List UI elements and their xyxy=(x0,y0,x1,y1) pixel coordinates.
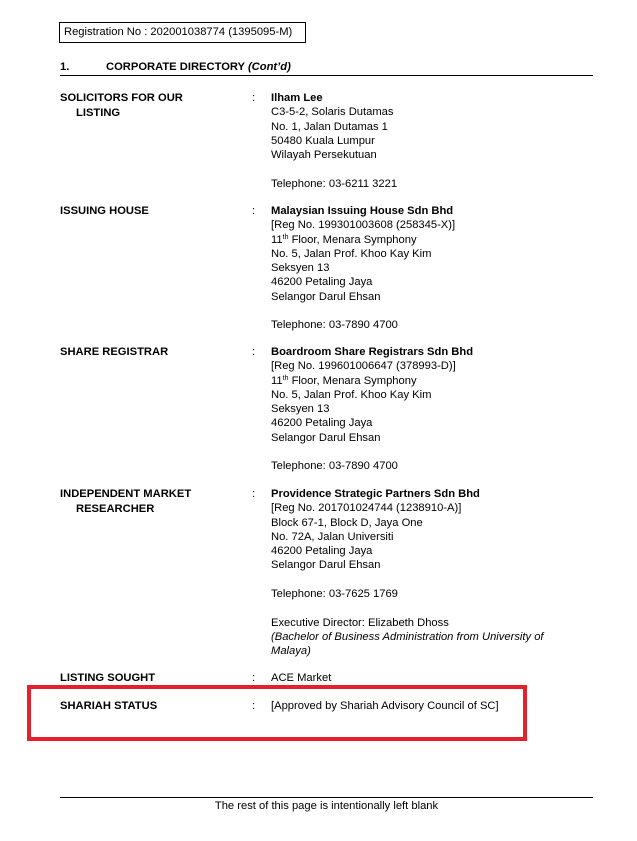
address-line: No. 72A, Jalan Universiti xyxy=(271,530,394,543)
listing-sought-value: ACE Market xyxy=(271,672,332,684)
imr-label-line1: INDEPENDENT MARKET xyxy=(60,488,192,500)
address-line: No. 1, Jalan Dutamas 1 xyxy=(271,120,388,133)
shariah-status-label: SHARIAH STATUS xyxy=(60,700,158,712)
imr-qualification: (Bachelor of Business Administration from University of Malaya) xyxy=(271,630,544,658)
solicitors-name: Ilham Lee xyxy=(271,92,323,104)
address-line: 46200 Petaling Jaya xyxy=(271,276,373,289)
section-title-text: CORPORATE DIRECTORY xyxy=(106,61,245,73)
shariah-status-colon: : xyxy=(252,700,256,712)
registration-number-box: Registration No : 202001038774 (1395095-M) xyxy=(59,22,306,43)
imr-telephone: Telephone: 03-7625 1769 xyxy=(271,588,398,601)
imr-reg: [Reg No. 201701024744 (1238910-A)] xyxy=(271,502,462,515)
solicitors-telephone: Telephone: 03-6211 3221 xyxy=(271,177,398,190)
share-registrar-name: Boardroom Share Registrars Sdn Bhd xyxy=(271,346,474,358)
solicitors-value xyxy=(271,91,571,191)
floor-number: 11 xyxy=(271,374,283,387)
issuing-house-name: Malaysian Issuing House Sdn Bhd xyxy=(271,205,454,217)
listing-sought-label: LISTING SOUGHT xyxy=(60,672,156,684)
floor-number: 11 xyxy=(271,233,283,246)
issuing-house-label: ISSUING HOUSE xyxy=(60,205,149,217)
solicitors-colon: : xyxy=(252,92,256,104)
issuing-house-value xyxy=(271,204,571,333)
shariah-status-value: [Approved by Shariah Advisory Council of SC] xyxy=(271,700,499,712)
imr-value xyxy=(271,487,571,659)
footer-note: The rest of this page is intentionally left blank xyxy=(214,800,439,812)
issuing-house-colon: : xyxy=(252,205,256,217)
share-registrar-label: SHARE REGISTRAR xyxy=(60,346,169,358)
address-line: No. 5, Jalan Prof. Khoo Kay Kim xyxy=(271,388,432,401)
address-line: Block 67-1, Block D, Jaya One xyxy=(271,516,423,529)
address-line: Selangor Darul Ehsan xyxy=(271,290,381,303)
imr-name: Providence Strategic Partners Sdn Bhd xyxy=(271,488,480,500)
issuing-house-telephone: Telephone: 03-7890 4700 xyxy=(271,319,398,332)
imr-director: Executive Director: Elizabeth Dhoss xyxy=(271,616,449,629)
solicitors-label-line1: SOLICITORS FOR OUR xyxy=(60,92,183,104)
address-line: C3-5-2, Solaris Dutamas xyxy=(271,106,394,119)
address-line: Seksyen 13 xyxy=(271,403,330,416)
floor-suffix: th xyxy=(282,233,289,241)
section-title-suffix: (Cont’d) xyxy=(247,61,291,73)
section-title xyxy=(106,61,291,73)
share-registrar-colon: : xyxy=(252,346,256,358)
imr-colon: : xyxy=(252,488,256,500)
address-line: Wilayah Persekutuan xyxy=(271,149,377,162)
address-line: 50480 Kuala Lumpur xyxy=(271,134,375,147)
listing-sought-colon: : xyxy=(252,672,256,684)
address-line: No. 5, Jalan Prof. Khoo Kay Kim xyxy=(271,247,432,260)
imr-label xyxy=(60,487,240,516)
share-registrar-telephone: Telephone: 03-7890 4700 xyxy=(271,460,398,473)
address-line: 46200 Petaling Jaya xyxy=(271,545,373,558)
address-line: 46200 Petaling Jaya xyxy=(271,417,373,430)
floor-suffix: th xyxy=(282,374,289,382)
floor-rest: Floor, Menara Symphony xyxy=(288,233,417,246)
share-registrar-value xyxy=(271,345,571,474)
address-line: Seksyen 13 xyxy=(271,262,330,275)
section-number: 1. xyxy=(60,61,70,73)
footer-rule xyxy=(60,797,593,798)
issuing-house-reg: [Reg No. 199301003608 (258345-X)] xyxy=(271,219,456,232)
address-line xyxy=(271,233,571,247)
section-underline xyxy=(60,75,593,76)
share-registrar-reg: [Reg No. 199601006647 (378993-D)] xyxy=(271,360,456,373)
address-line: Selangor Darul Ehsan xyxy=(271,431,381,444)
address-line xyxy=(271,374,571,388)
floor-rest: Floor, Menara Symphony xyxy=(288,374,417,387)
solicitors-label-line2: LISTING xyxy=(76,106,121,119)
solicitors-label xyxy=(60,91,240,120)
address-line: Selangor Darul Ehsan xyxy=(271,559,381,572)
imr-label-line2: RESEARCHER xyxy=(76,502,155,515)
